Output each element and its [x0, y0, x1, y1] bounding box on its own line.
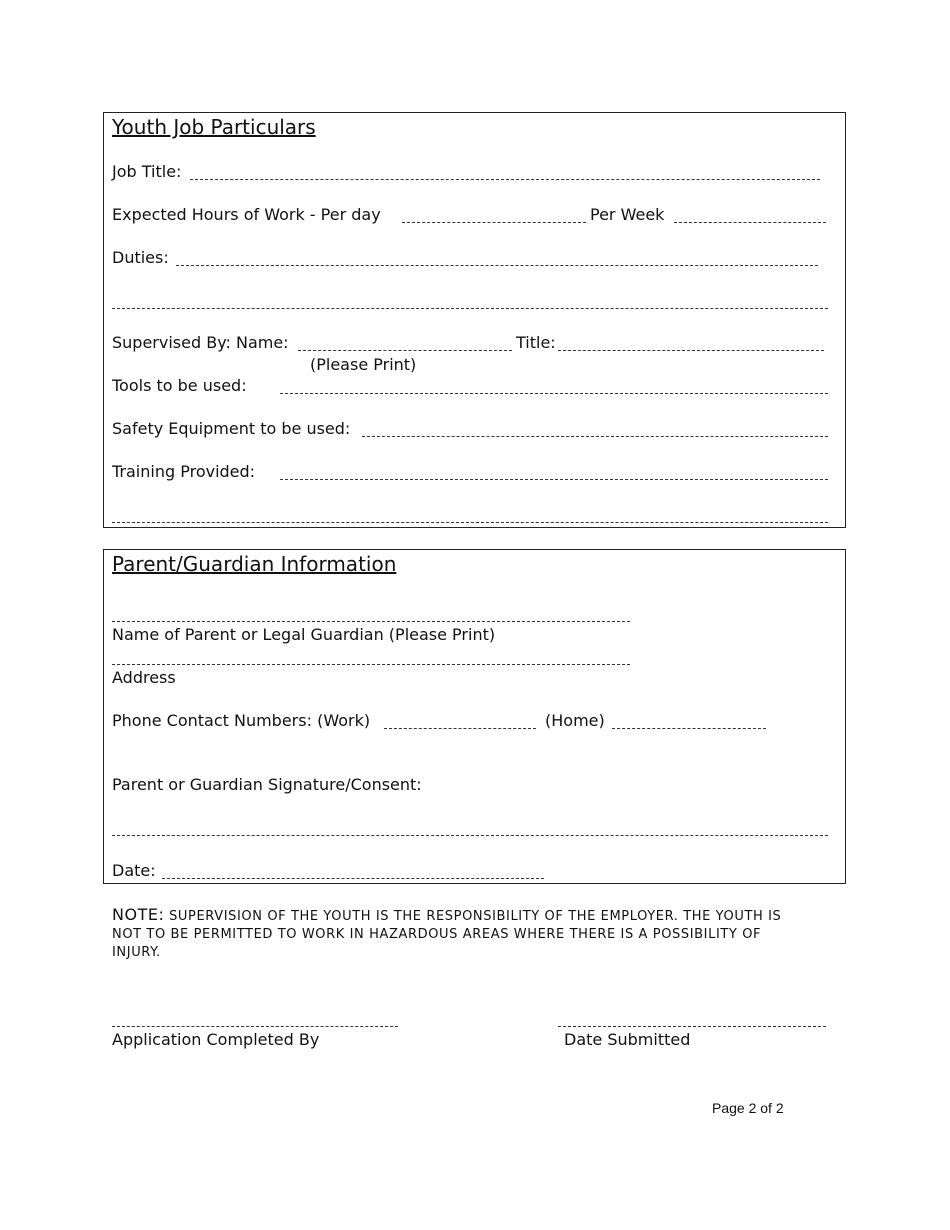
phone-work-label: Phone Contact Numbers: (Work)	[112, 711, 371, 730]
duties-field-continued[interactable]	[112, 308, 828, 309]
tools-label: Tools to be used:	[112, 376, 247, 395]
training-field[interactable]	[280, 479, 828, 480]
date-label: Date:	[112, 861, 156, 880]
completed-by-field[interactable]	[112, 1026, 398, 1027]
supervisor-name-label: Supervised By: Name:	[112, 333, 289, 352]
supervisor-title-field[interactable]	[558, 350, 824, 351]
address-caption: Address	[112, 668, 176, 687]
please-print-caption: (Please Print)	[310, 355, 417, 374]
hours-per-week-field[interactable]	[674, 222, 826, 223]
phone-home-label: (Home)	[545, 711, 605, 730]
hours-per-day-label: Expected Hours of Work - Per day	[112, 205, 381, 224]
signature-label: Parent or Guardian Signature/Consent:	[112, 775, 422, 794]
guardian-name-caption: Name of Parent or Legal Guardian (Please Print)	[112, 625, 496, 644]
safety-equipment-field[interactable]	[362, 436, 828, 437]
training-label: Training Provided:	[112, 462, 256, 481]
date-submitted-caption: Date Submitted	[564, 1030, 691, 1049]
address-field[interactable]	[112, 664, 630, 665]
section-title-youth-job: Youth Job Particulars	[112, 115, 316, 139]
phone-home-field[interactable]	[612, 728, 766, 729]
note-text: SUPERVISION OF THE YOUTH IS THE RESPONSIBILITY OF THE EMPLOYER. THE YOUTH IS NOT TO BE PERMITTED TO WORK IN HAZARDOUS AREAS WHERE THERE IS A POSSIBILITY OF INJURY.	[112, 909, 782, 960]
completed-by-caption: Application Completed By	[112, 1030, 320, 1049]
note-label: NOTE:	[112, 905, 165, 924]
supervisor-title-label: Title:	[516, 333, 556, 352]
safety-equipment-label: Safety Equipment to be used:	[112, 419, 351, 438]
duties-field[interactable]	[176, 265, 818, 266]
job-title-field[interactable]	[190, 179, 820, 180]
hours-per-day-field[interactable]	[402, 222, 586, 223]
date-submitted-field[interactable]	[558, 1026, 826, 1027]
signature-field[interactable]	[112, 835, 828, 836]
section-title-parent-guardian: Parent/Guardian Information	[112, 552, 397, 576]
tools-field[interactable]	[280, 393, 828, 394]
job-title-label: Job Title:	[112, 162, 182, 181]
page-number: Page 2 of 2	[712, 1100, 784, 1116]
supervisor-name-field[interactable]	[298, 350, 512, 351]
supervision-note	[112, 906, 812, 962]
phone-work-field[interactable]	[384, 728, 536, 729]
training-field-continued[interactable]	[112, 522, 828, 523]
per-week-label: Per Week	[590, 205, 665, 224]
duties-label: Duties:	[112, 248, 169, 267]
date-field[interactable]	[162, 878, 544, 879]
guardian-name-field[interactable]	[112, 621, 630, 622]
